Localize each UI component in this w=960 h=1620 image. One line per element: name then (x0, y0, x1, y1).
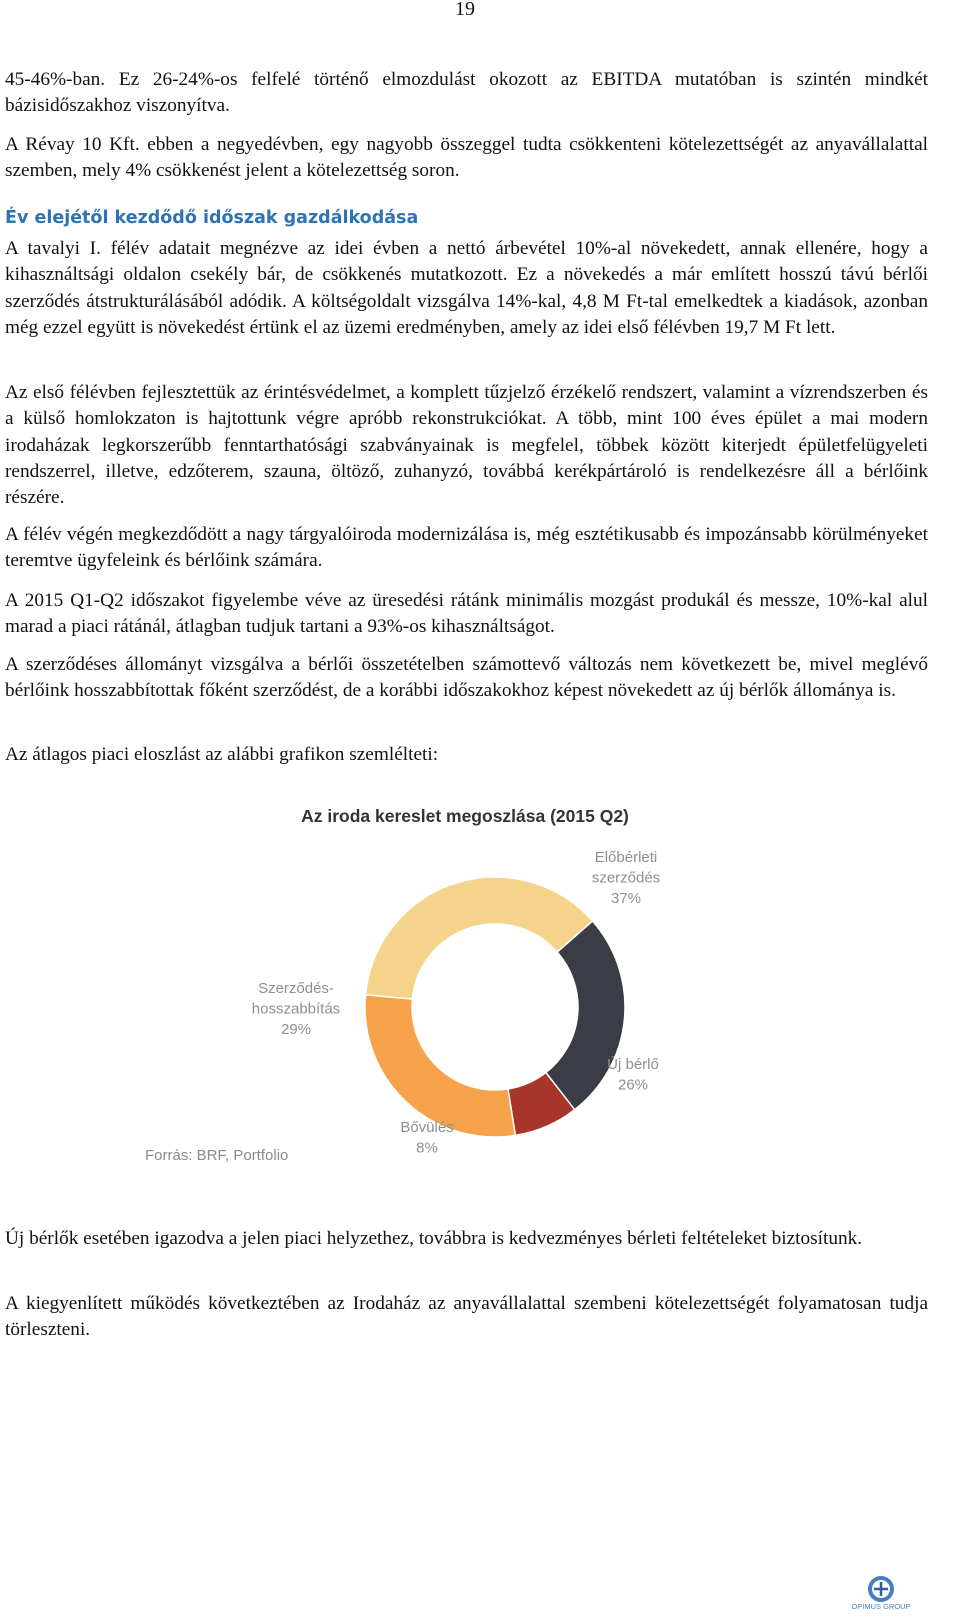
company-logo (836, 1575, 926, 1615)
slice-value-renewal: 29% (280, 1021, 312, 1038)
paragraph-meeting-room: A félév végén megkezdődött a nagy tárgyalóiroda modernizálása is, még esztétikusabb és impozánsabb körülményeket teremtve ügyfeleink és bérlőink számára. (5, 524, 928, 572)
paragraph-half-year: A tavalyi I. félév adatait megnézve az idei évben a nettó árbevétel 10%-al növekedett, annak ellenére, hogy a kihasználtsági oldalon csekély bár, de csökkenés mutatkozott. Ez a növekedés a már említett hosszú távú bérlői szerződés átstrukturálásából adódik. A költségoldalt vizsgálva 14%-kal, 4,8 M Ft-tal emelkedtek a kiadások, azonban még ezzel együtt is növekedést értünk el az üzemi eredményben, amely az idei első félévben 19,7 M Ft lett. (5, 238, 928, 338)
slice-label-preleasing: Előbérleti (594, 849, 658, 866)
slice-value-expansion: 8% (416, 1139, 438, 1157)
slice-value-new-tenant: 26% (617, 1076, 649, 1094)
slice-label-renewal: hosszabbítás (251, 1000, 341, 1018)
paragraph-vacancy: A 2015 Q1-Q2 időszakot figyelembe véve az üresedési rátánk minimális mozgást produkál és messze, 10%-kal alul marad a piaci rátánál, átlagban tudjuk tartani a 93%-os kihasználtságot. (5, 590, 928, 638)
slice-value-preleasing: 37% (610, 890, 642, 907)
paragraph-new-tenants: Új bérlők esetében igazodva a jelen piaci helyzethez, továbbra is kedvezményes bérleti feltételeket biztosítunk. (5, 1228, 863, 1249)
chart-slices (365, 877, 625, 1137)
page-number: 19 (455, 0, 475, 20)
paragraph-ebitda: 45-46%-ban. Ez 26-24%-os felfelé történő elmozdulást okozott az EBITDA mutatóban is szintén mindkét bázisidőszakhoz viszonyítva. (5, 69, 928, 117)
paragraph-contracts: A szerződéses állományt vizsgálva a bérlői összetételben számottevő változás nem következett be, mivel meglévő bérlőink hosszabbítottak főként szerződést, de a korábbi időszakokhoz képest növekedett az új bérlők állománya is. (5, 654, 928, 702)
slice-label-preleasing: szerződés (591, 869, 661, 887)
paragraph-chart-intro: Az átlagos piaci eloszlást az alábbi grafikon szemlélteti: (5, 744, 439, 765)
chart-source: Forrás: BRF, Portfolio (145, 1147, 289, 1164)
paragraph-developments: Az első félévben fejlesztettük az érintésvédelmet, a komplett tűzjelző érzékelő rendszert, valamint a vízrendszerben és a külső homlokzaton is hajtottunk végre apróbb rekonstrukciókat. A több, mint 100 éves épület a mai modern irodaházak legkorszerűbb fenntarthatósági szabványainak is megfelel, többek között kiterjedt épületfelügyeleti rendszerrel, illetve, edzőterem, szauna, öltöző, zuhanyzó, továbbá kerékpártároló is rendelkezésre áll a bérlőink részére. (5, 382, 928, 509)
section-heading: Év elejétől kezdődő időszak gazdálkodása (5, 208, 419, 228)
slice-label-new-tenant: Új bérlő (607, 1056, 659, 1073)
office-demand-chart (120, 790, 840, 1190)
paragraph-repayment: A kiegyenlített működés következtében az Irodaház az anyavállalattal szembeni kötelezettségét folyamatosan tudja törleszteni. (5, 1293, 928, 1341)
chart-title: Az iroda kereslet megoszlása (2015 Q2) (301, 806, 629, 826)
slice-renewal (365, 995, 515, 1137)
paragraph-revay: A Révay 10 Kft. ebben a negyedévben, egy nagyobb összeggel tudta csökkenteni kötelezettségét az anyavállalattal szemben, mely 4% csökkenést jelent a kötelezettség soron. (5, 134, 928, 182)
slice-label-renewal: Szerződés- (258, 980, 334, 997)
donut-chart-svg (120, 790, 840, 1190)
slice-preleasing (366, 877, 593, 999)
logo-text: OPIMUS GROUP (851, 1602, 911, 1611)
logo-icon (836, 1575, 926, 1615)
slice-label-expansion: Bővülés (400, 1119, 454, 1136)
